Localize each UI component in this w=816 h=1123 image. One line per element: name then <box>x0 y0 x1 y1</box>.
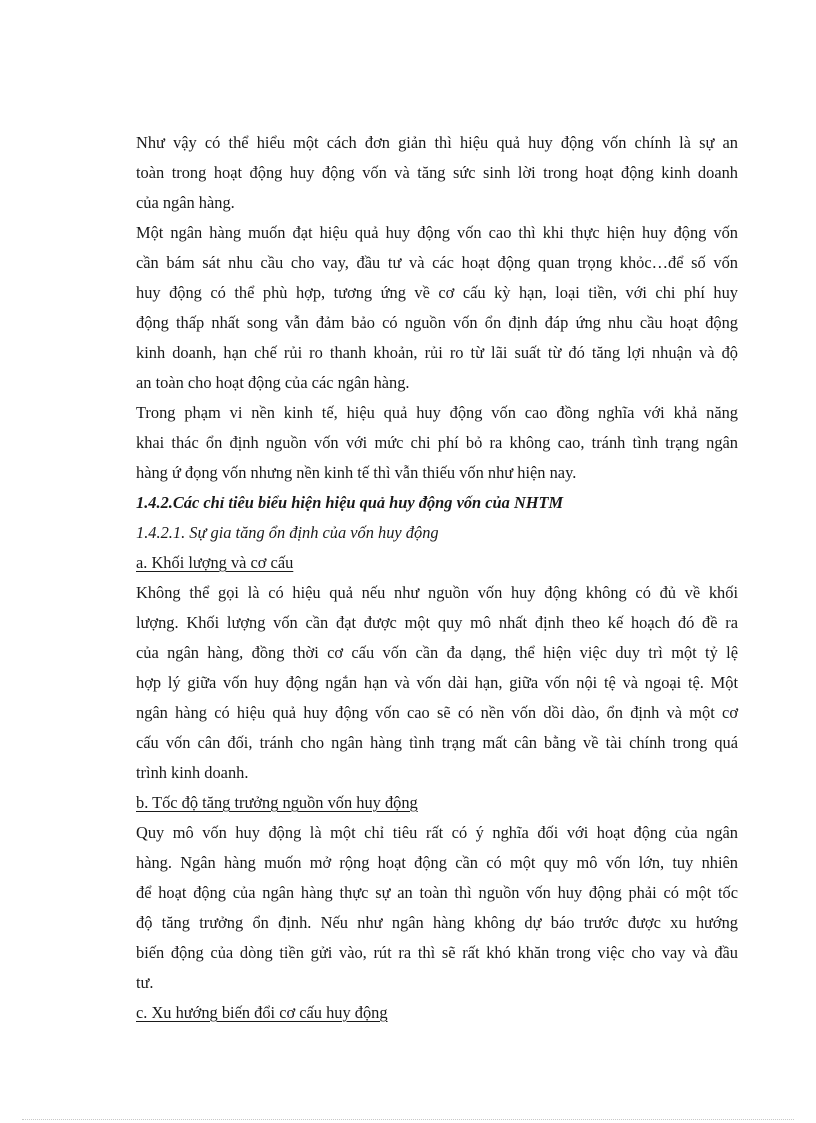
text-line: Như vậy có thể hiểu một cách đơn giản thì hiệu quả huy động vốn chính là sự an <box>136 133 738 152</box>
text-line: hợp lý giữa vốn huy động ngắn hạn và vốn dài hạn, giữa vốn nội tệ và ngoại tệ. Một <box>136 673 738 692</box>
text-line: cần bám sát nhu cầu cho vay, đầu tư và các hoạt động quan trọng khỏc…để số vốn <box>136 253 738 272</box>
document-body <box>136 128 738 1028</box>
text-line: trình kinh doanh. <box>136 763 249 782</box>
text-line: toàn trong hoạt động huy động vốn và tăng sức sinh lời trong hoạt động kinh doanh <box>136 163 738 182</box>
section-heading: 1.4.2.1. Sự gia tăng ổn định của vốn huy động <box>136 523 439 542</box>
text-line: Trong phạm vi nền kinh tế, hiệu quả huy động vốn cao đồng nghĩa với khả năng <box>136 403 738 422</box>
section-heading: 1.4.2.Các chỉ tiêu biểu hiện hiệu quả huy động vốn của NHTM <box>136 493 564 512</box>
text-line: khai thác ổn định nguồn vốn với mức chi phí bỏ ra không cao, tránh tình trạng ngân <box>136 433 738 452</box>
text-line: lượng. Khối lượng vốn cần đạt được một quy mô nhất định theo kế hoạch đó đề ra <box>136 613 738 632</box>
text-line: của ngân hàng. <box>136 193 235 212</box>
text-line: Một ngân hàng muốn đạt hiệu quả huy động vốn cao thì khi thực hiện huy động vốn <box>136 223 738 242</box>
text-line: huy động có thể phù hợp, tương ứng về cơ cấu kỳ hạn, loại tiền, với chi phí huy <box>136 283 738 302</box>
text-line: của ngân hàng, đồng thời cơ cấu vốn cần đa dạng, thể hiện việc duy trì một tỷ lệ <box>136 643 738 662</box>
text-line: kinh doanh, hạn chế rủi ro thanh khoản, rủi ro từ lãi suất từ đó tăng lợi nhuận và độ <box>136 343 738 362</box>
subsection-heading: b. Tốc độ tăng trưởng nguồn vốn huy động <box>136 793 418 812</box>
text-line: biến động của dòng tiền gửi vào, rút ra thì sẽ rất khó khăn trong việc cho vay và đầu <box>136 943 738 962</box>
text-line: độ tăng trưởng ổn định. Nếu như ngân hàng không dự báo trước được xu hướng <box>136 913 738 932</box>
text-line: hàng ứ đọng vốn nhưng nền kinh tế thì vẫn thiếu vốn như hiện nay. <box>136 463 577 482</box>
text-line: hàng. Ngân hàng muốn mở rộng hoạt động cần có một quy mô vốn lớn, tuy nhiên <box>136 853 738 872</box>
text-line: cấu vốn cân đối, tránh cho ngân hàng tình trạng mất cân bằng về tài chính trong quá <box>136 733 738 752</box>
text-line: Quy mô vốn huy động là một chỉ tiêu rất có ý nghĩa đối với hoạt động của ngân <box>136 823 738 842</box>
text-line: động thấp nhất song vẫn đảm bảo có nguồn vốn ổn định đáp ứng nhu cầu hoạt động <box>136 313 738 332</box>
text-line: ngân hàng có hiệu quả huy động vốn cao sẽ có nền vốn dồi dào, ổn định và một cơ <box>136 703 738 722</box>
page-bottom-rule <box>22 1119 794 1120</box>
text-line: để hoạt động của ngân hàng thực sự an toàn thì nguồn vốn huy động phải có một tốc <box>136 883 738 902</box>
text-line: an toàn cho hoạt động của các ngân hàng. <box>136 373 410 392</box>
subsection-heading: a. Khối lượng và cơ cấu <box>136 553 294 572</box>
text-line: tư. <box>136 973 154 992</box>
text-line: Không thể gọi là có hiệu quả nếu như nguồn vốn huy động không có đủ về khối <box>136 583 738 602</box>
subsection-heading: c. Xu hướng biến đổi cơ cấu huy động <box>136 1003 388 1022</box>
